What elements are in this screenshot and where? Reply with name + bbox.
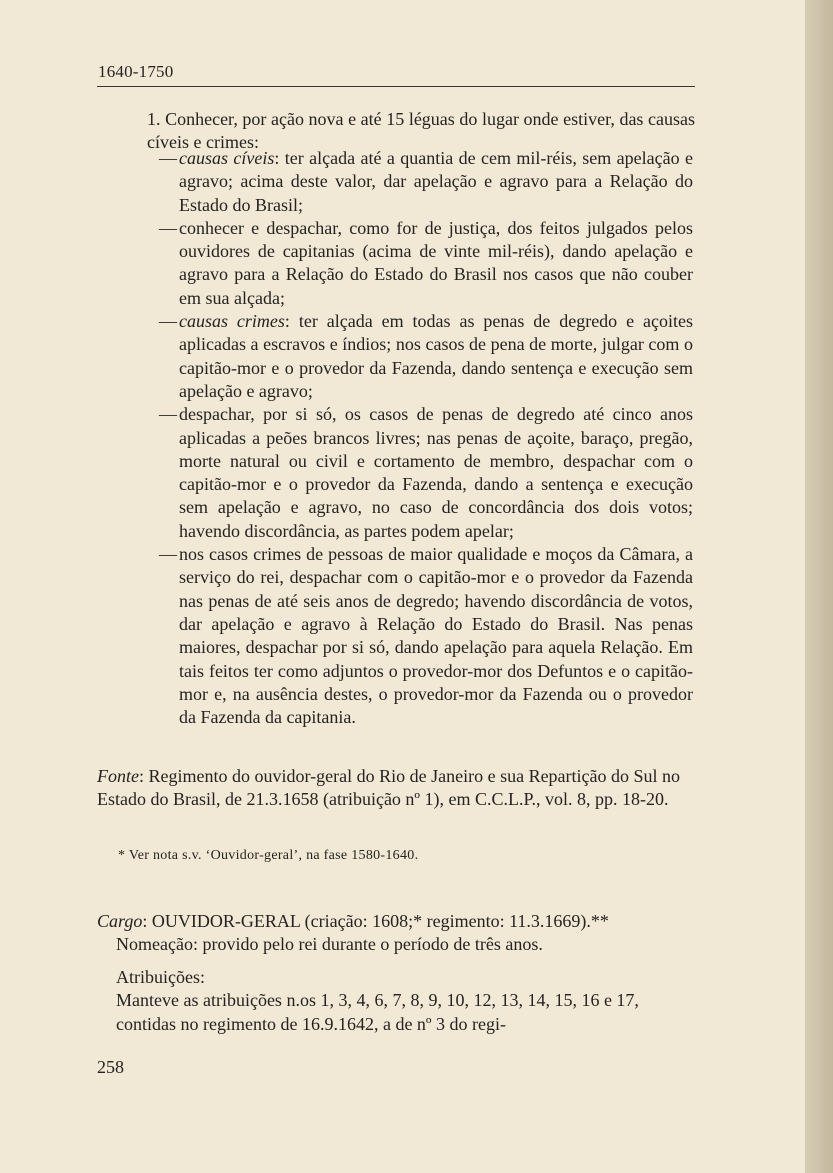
atribuicoes-heading: Atribuições:	[116, 967, 205, 987]
item-term: causas crimes	[179, 311, 285, 332]
cargo-label: Cargo	[97, 911, 143, 931]
source-citation: Fonte: Regimento do ouvidor-geral do Rio de Janeiro e sua Repartição do Sul no Estado do Brasil, de 21.3.1658 (atribuição nº 1), em C.C.L.P., vol. 8, pp. 18-20.	[97, 766, 681, 810]
list-item: — conhecer e despachar, como for de justiça, dos feitos julgados pelos ouvidores de capitanias (acima de vinte mil-réis), dando apelação e agravo para a Relação do Estado do Brasil nos casos que não couber em sua alçada;	[159, 217, 695, 310]
header-rule	[97, 86, 695, 87]
list-item: — causas crimes: ter alçada em todas as penas de degredo e açoites aplicadas a escravos e índios; nos casos de pena de morte, julgar com o capitão-mor e o provedor da Fazenda, dando sentença e execução sem apelação e agravo;	[159, 311, 693, 401]
footnote: * Ver nota s.v. ‘Ouvidor-geral’, na fase 1580-1640.	[118, 848, 419, 863]
item-text: ter alçada até a quantia de cem mil-réis, sem apelação e agravo; acima deste valor, dar apelação e agravo para a Relação do Estado do Brasil;	[179, 148, 693, 215]
item-text: ter alçada em todas as penas de degredo e açoites aplicadas a escravos e índios; nos casos de pena de morte, julgar com o capitão-mor e o provedor da Fazenda, dando sentença e execução sem apelação e agravo;	[179, 311, 693, 401]
attribution-list	[159, 147, 695, 729]
cargo-text: OUVIDOR-GERAL (criação: 1608;* regimento: 11.3.1669).**	[151, 911, 609, 931]
item-text: conhecer e despachar, como for de justiça, dos feitos julgados pelos ouvidores de capitanias (acima de vinte mil-réis), dando apelação e agravo para a Relação do Estado do Brasil nos casos que não couber em sua alçada;	[179, 217, 693, 308]
nomeacao-text: Nomeação: provido pelo rei durante o período de três anos.	[116, 934, 543, 955]
atribuicoes-text: Manteve as atribuições n.os 1, 3, 4, 6, 7, 8, 9, 10, 12, 13, 14, 15, 16 e 17, contidas no regimento de 16.9.1642, a de nº 3 do regi-	[116, 990, 639, 1034]
list-item: — causas cíveis: ter alçada até a quantia de cem mil-réis, sem apelação e agravo; acima deste valor, dar apelação e agravo para a Relação do Estado do Brasil;	[159, 148, 693, 215]
page-number: 258	[97, 1057, 124, 1077]
page-edge-shadow	[805, 0, 833, 1173]
atribuicoes-block	[116, 966, 695, 1036]
item-term: causas cíveis	[179, 148, 275, 168]
list-item: — despachar, por si só, os casos de penas de degredo até cinco anos aplicadas a peões brancos livres; nas penas de açoite, baraço, pregão, morte natural ou civil e cortamento de membro, despachar com o capitão-mor e o provedor da Fazenda, dando a sentença e execução sem apelação e agravo, no caso de concordância dos dois votos; havendo discordância, as partes podem apelar;	[159, 403, 695, 543]
list-item: — nos casos crimes de pessoas de maior qualidade e moços da Câmara, a serviço do rei, despachar com o capitão-mor e o provedor da Fazenda nas penas de até seis anos de degredo; havendo discordância de votos, dar apelação e agravo à Relação do Estado do Brasil. Nas penas maiores, despachar por si só, dando apelação para aquela Relação. Em tais feitos ter como adjuntos o provedor-mor dos Defuntos e o capitão-mor e, na ausência destes, o provedor-mor da Fazenda ou o provedor da Fazenda da capitania.	[159, 543, 695, 729]
source-label: Fonte	[97, 766, 139, 786]
cargo-block: Cargo: OUVIDOR-GERAL (criação: 1608;* regimento: 11.3.1669).** Nomeação: provido pelo rei durante o período de três anos.	[97, 910, 695, 957]
source-text: Regimento do ouvidor-geral do Rio de Janeiro e sua Repartição do Sul no Estado do Brasil, de 21.3.1658 (atribuição nº 1), em C.C.L.P., vol. 8, pp. 18-20.	[97, 766, 681, 810]
item-text: nos casos crimes de pessoas de maior qualidade e moços da Câmara, a serviço do rei, despachar com o capitão-mor e o provedor da Fazenda nas penas de até seis anos de degredo; havendo discordância de votos, dar apelação e agravo à Relação do Estado do Brasil. Nas penas maiores, despachar por si só, dando apelação para aquela Relação. Em tais feitos ter como adjuntos o provedor-mor dos Defuntos e o capitão-mor e, na ausência destes, o provedor-mor da Fazenda ou o provedor da Fazenda da capitania.	[179, 544, 693, 728]
intro-text: 1. Conhecer, por ação nova e até 15 léguas do lugar onde estiver, das causas cíveis e crimes:	[147, 109, 695, 153]
running-header: 1640-1750	[98, 62, 174, 81]
item-text: despachar, por si só, os casos de penas de degredo até cinco anos aplicadas a peões brancos livres; nas penas de açoite, baraço, pregão, morte natural ou civil e cortamento de membro, despachar com o capitão-mor e o provedor da Fazenda, dando a sentença e execução sem apelação e agravo, no caso de concordância dos dois votos; havendo discordância, as partes podem apelar;	[179, 404, 693, 541]
